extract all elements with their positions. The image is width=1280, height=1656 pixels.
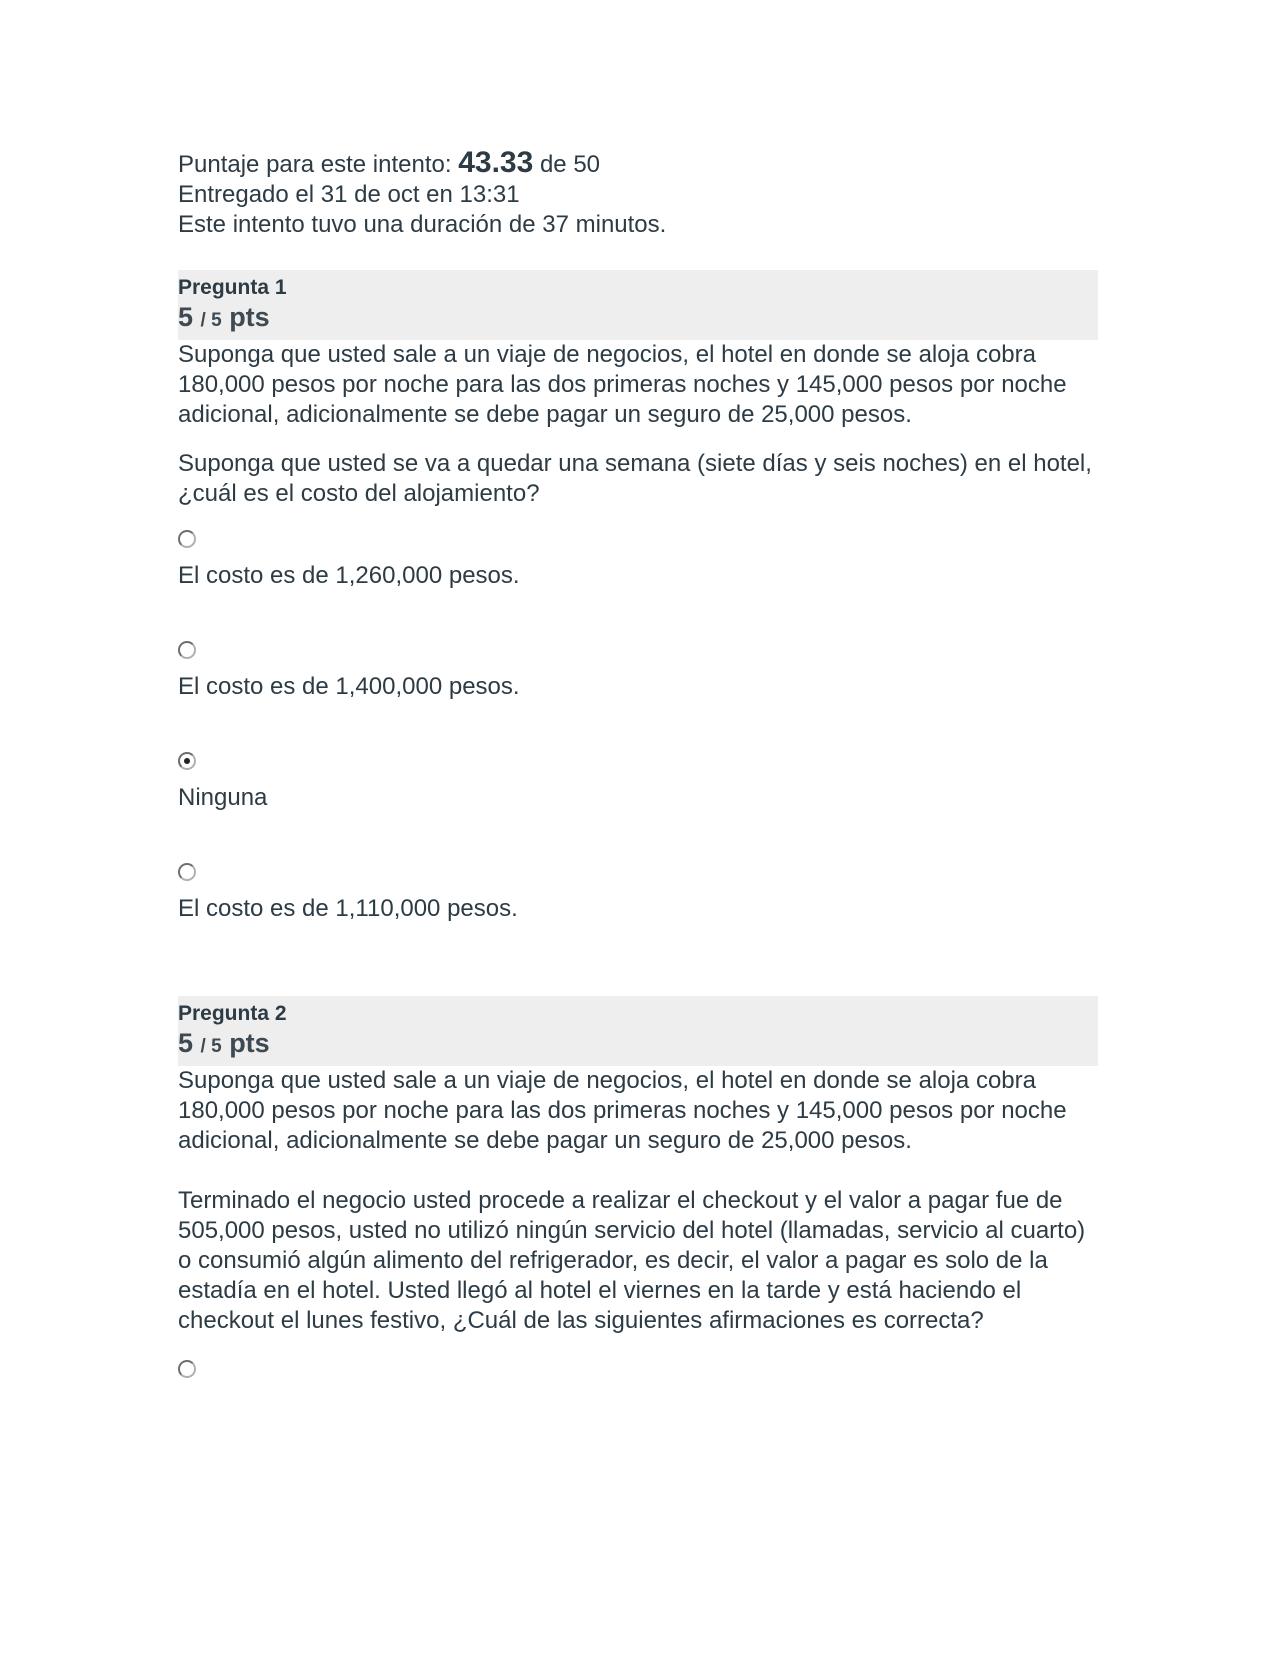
question-1-paragraph: Suponga que usted se va a quedar una semana (siete días y seis noches) en el hotel, ¿cuál es el costo del alojamiento? (178, 450, 1092, 507)
points-label: pts (229, 302, 270, 332)
question-2-paragraph: Suponga que usted sale a un viaje de negocios, el hotel en donde se aloja cobra 180,000 pesos por noche para las dos primeras noches y 145,000 pesos por noche adicional, adicionalmente se debe pagar un seguro de 25,000 pesos. (178, 1067, 1067, 1154)
answer-text: El costo es de 1,400,000 pesos. (178, 673, 520, 700)
answer-text: El costo es de 1,110,000 pesos. (178, 895, 518, 922)
quiz-results-page (178, 148, 1098, 1378)
submitted-line: Entregado el 31 de oct en 13:31 (178, 181, 520, 208)
question-1-title: Pregunta 1 (178, 276, 287, 299)
points-label: pts (229, 1028, 270, 1058)
score-prefix: Puntaje para este intento: (178, 151, 452, 178)
points-earned: 5 (178, 1028, 194, 1058)
duration-line: Este intento tuvo una duración de 37 minutos. (178, 211, 667, 238)
points-total: / 5 (200, 310, 222, 331)
answer-text: Ninguna (178, 784, 268, 811)
question-2 (178, 996, 1098, 1378)
radio-button[interactable] (178, 530, 196, 548)
question-1-paragraph: Suponga que usted sale a un viaje de negocios, el hotel en donde se aloja cobra 180,000 pesos por noche para las dos primeras noches y 145,000 pesos por noche adicional, adicionalmente se debe pagar un seguro de 25,000 pesos. (178, 341, 1067, 428)
radio-button-selected[interactable] (178, 752, 196, 770)
radio-button[interactable] (178, 641, 196, 659)
question-1-points (178, 300, 1098, 338)
answer-text: El costo es de 1,260,000 pesos. (178, 562, 520, 589)
question-1 (178, 270, 1098, 924)
score-value: 43.33 (458, 146, 534, 179)
score-suffix: de 50 (539, 151, 601, 178)
answer-option[interactable] (178, 752, 1098, 813)
answer-option[interactable] (178, 641, 1098, 702)
question-1-header (178, 270, 1098, 340)
question-2-header (178, 996, 1098, 1066)
question-2-points (178, 1026, 1098, 1064)
answer-option[interactable] (178, 530, 1098, 591)
question-2-title: Pregunta 2 (178, 1002, 287, 1025)
score-line (178, 148, 1098, 180)
answer-option[interactable] (178, 863, 1098, 924)
question-2-paragraph: Terminado el negocio usted procede a realizar el checkout y el valor a pagar fue de 505,000 pesos, usted no utilizó ningún servicio del hotel (llamadas, servicio al cuarto) o consumió algún alimento del refrigerador, es decir, el valor a pagar es solo de la estadía en el hotel. Usted llegó al hotel el viernes en la tarde y está haciendo el checkout el lunes festivo, ¿Cuál de las siguientes afirmaciones es correcta? (178, 1187, 1086, 1334)
radio-button[interactable] (178, 1360, 196, 1378)
points-earned: 5 (178, 302, 194, 332)
radio-button[interactable] (178, 863, 196, 881)
answer-option[interactable] (178, 1360, 1098, 1378)
attempt-summary (178, 148, 1098, 240)
points-total: / 5 (200, 1036, 222, 1057)
